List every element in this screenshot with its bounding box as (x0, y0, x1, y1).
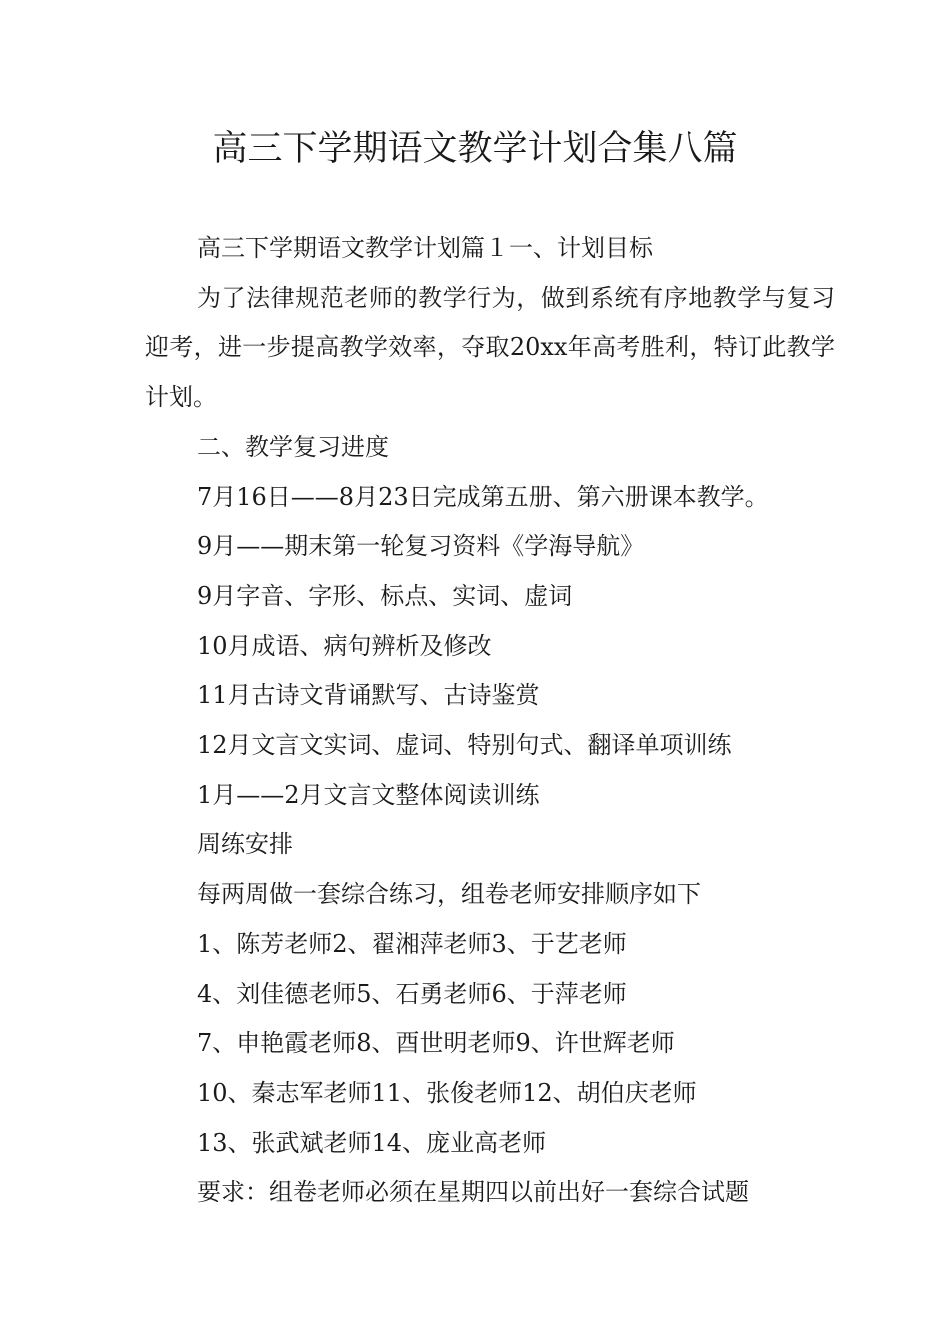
paragraph-schedule-item: 12月文言文实词、虚词、特别句式、翻译单项训练 (197, 731, 732, 760)
paragraph-teacher-list: 10、秦志军老师11、张俊老师12、胡伯庆老师 (197, 1078, 697, 1107)
document-body (145, 224, 835, 1218)
paragraph-teacher-list: 1、陈芳老师2、翟湘萍老师3、于艺老师 (197, 929, 627, 958)
paragraph-heading-plan-goal: 高三下学期语文教学计划篇１一、计划目标 (197, 234, 653, 262)
paragraph-schedule-item: 7月16日——8月23日完成第五册、第六册课本教学。 (197, 482, 769, 511)
paragraph-schedule-item: 1月——2月文言文整体阅读训练 (197, 780, 540, 809)
paragraph-teacher-list: 7、申艳霞老师8、酉世明老师9、许世辉老师 (197, 1029, 675, 1058)
paragraph-schedule-item: 11月古诗文背诵默写、古诗鉴赏 (197, 681, 540, 710)
paragraph-schedule-item: 9月字音、字形、标点、实词、虚词 (197, 581, 573, 610)
paragraph-heading-weekly: 周练安排 (197, 830, 293, 859)
paragraph-purpose: 为了法律规范老师的教学行为，做到系统有序地教学与复习迎考，进一步提高教学效率，夺取20xx年高考胜利，特订此教学计划。 (145, 283, 835, 412)
paragraph-teacher-list: 13、张武斌老师14、庞业高老师 (197, 1128, 547, 1157)
paragraph-weekly-intro: 每两周做一套综合练习，组卷老师安排顺序如下 (197, 880, 701, 909)
paragraph-teacher-list: 4、刘佳德老师5、石勇老师6、于萍老师 (197, 979, 627, 1008)
paragraph-schedule-item: 10月成语、病句辨析及修改 (197, 631, 492, 660)
paragraph-heading-progress: 二、教学复习进度 (197, 432, 389, 461)
paragraph-schedule-item: 9月——期末第一轮复习资料《学海导航》 (197, 532, 645, 561)
document-title: 高三下学期语文教学计划合集八篇 (212, 129, 738, 169)
paragraph-requirement: 要求：组卷老师必须在星期四以前出好一套综合试题 (197, 1178, 749, 1207)
